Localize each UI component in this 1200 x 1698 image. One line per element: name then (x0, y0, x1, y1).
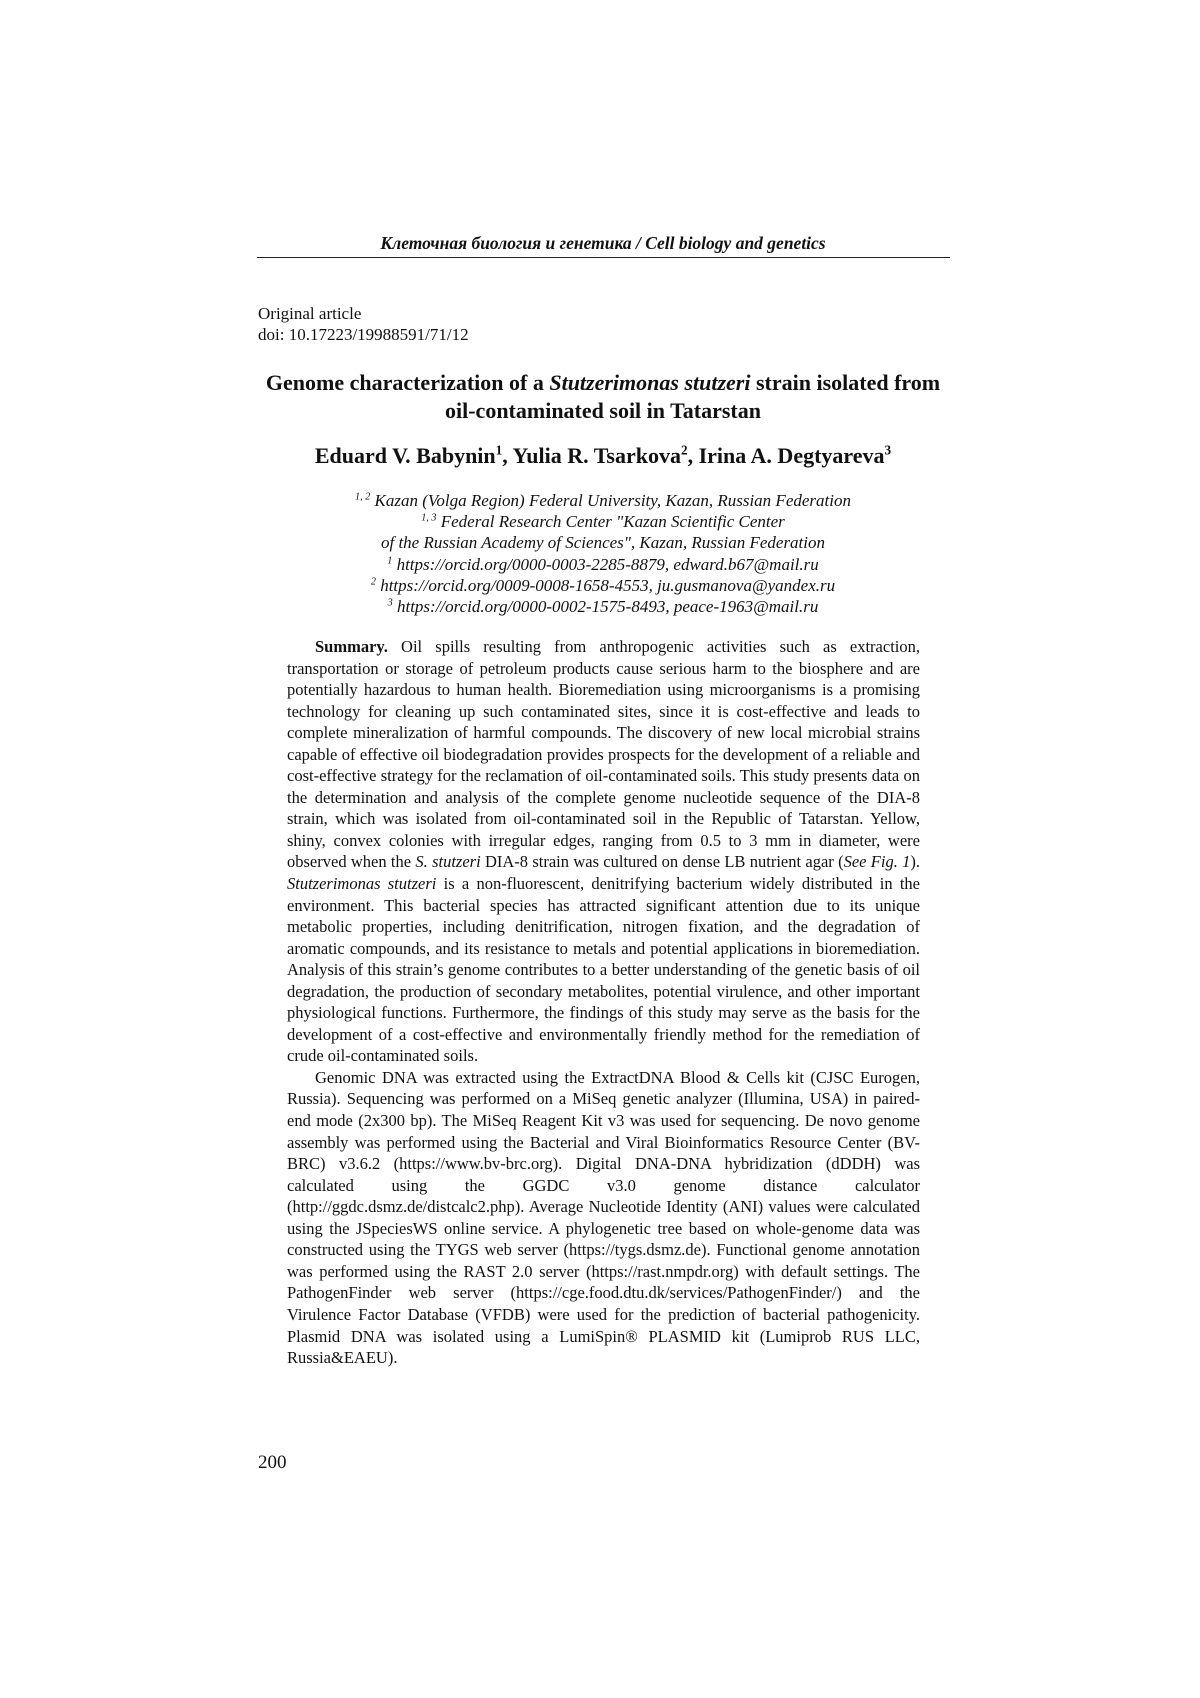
author-name: Irina A. Degtyareva (698, 443, 885, 468)
page-number: 200 (258, 1452, 287, 1473)
methods-paragraph: Genomic DNA was extracted using the ExtractDNA Blood & Cells kit (CJSC Eurogen, Russia). Sequencing was performed on a MiSeq genetic analyzer (Illumina, USA) in paired-end mode (2x300 bp). The MiSeq Reagent Kit v3 was used for sequencing. De novo genome assembly was performed using the Bacterial and Viral Bioinformatics Resource Center (BV-BRC) v3.6.2 (https://www.bv-brc.org). Digital DNA-DNA hybridization (dDDH) was calculated using the GGDC v3.0 genome distance calculator (http://ggdc.dsmz.de/distcalc2.php). Average Nucleotide Identity (ANI) values were calculated using the JSpeciesWS online service. A phylogenetic tree based on whole-genome data was constructed using the TYGS web server (https://tygs.dsmz.de). Functional genome annotation was performed using the RAST 2.0 server (https://rast.nmpdr.org) with default settings. The PathogenFinder web server (https://cge.food.dtu.dk/services/PathogenFinder/) and the Virulence Factor Database (VFDB) were used for the prediction of bacterial pathogenicity. Plasmid DNA was isolated using a LumiSpin® PLASMID kit (Lumiprob RUS LLC, Russia&EAEU). (287, 1067, 920, 1368)
orcid-text: https://orcid.org/0009-0008-1658-4553, ju.gusmanova@yandex.ru (375, 575, 836, 595)
affiliation-text: of the Russian Academy of Sciences", Kazan, Russian Federation (380, 533, 826, 553)
header-rule (257, 257, 950, 258)
article-meta (258, 303, 469, 345)
author-superscript: 1 (495, 442, 503, 458)
orcid-superscript: 2 (370, 576, 376, 588)
author-superscript: 2 (680, 442, 688, 458)
author-list (258, 442, 948, 470)
summary-text: ). (910, 852, 921, 872)
orcid-text: https://orcid.org/0000-0003-2285-8879, edward.b67@mail.ru (392, 554, 819, 574)
doi: doi: 10.17223/19988591/71/12 (258, 325, 469, 344)
orcid-superscript: 1 (387, 554, 393, 566)
running-head: Клеточная биология и генетика / Cell biology and genetics (380, 233, 826, 253)
affiliation-superscript: 1, 2 (355, 491, 371, 503)
article-type: Original article (258, 304, 362, 323)
summary-label: Summary. (315, 637, 388, 656)
affiliation-line (258, 490, 948, 511)
author-name: Eduard V. Babynin (314, 443, 496, 468)
summary-text: DIA-8 strain was cultured on dense LB nutrient agar ( (480, 852, 844, 872)
orcid-line (258, 596, 948, 617)
affiliation-superscript: 1, 3 (421, 512, 437, 524)
affiliation-text: Kazan (Volga Region) Federal University, Kazan, Russian Federation (370, 491, 851, 510)
summary-text: is a non-fluorescent, denitrifying bacterium widely distributed in the environment. This bacterial species has attracted significant attention due to its unique metabolic properties, including denitrification, nitrogen fixation, and the degradation of aromatic compounds, and its resistance to metals and potential applications in bioremediation. Analysis of this strain’s genome contributes to a better understanding of the genetic basis of oil degradation, the production of secondary metabolites, potential virulence, and other important physiological functions. Furthermore, the findings of this study may serve as the basis for the development of a cost-effective and environmentally friendly method for the remediation of crude oil-contaminated soils. (287, 874, 920, 1066)
affiliation-line (258, 511, 948, 532)
affiliation-line (258, 532, 948, 553)
title-part-1: Genome characterization of a (265, 370, 550, 395)
author-name: Yulia R. Tsarkova (512, 443, 681, 468)
species-abbrev: S. stutzeri (415, 852, 481, 872)
orcid-line (258, 575, 948, 596)
affiliations (258, 490, 948, 617)
figure-reference: See Fig. 1 (843, 852, 911, 872)
summary-paragraph (287, 636, 920, 1067)
summary-text: Oil spills resulting from anthropogenic activities such as extraction, transportation or storage of petroleum products cause serious harm to the biosphere and are potentially hazardous to human health. Bioremediation using microorganisms is a promising technology for cleaning up such contaminated sites, since it is cost-effective and leads to complete mineralization of harmful compounds. The discovery of new local microbial strains capable of effective oil biodegradation provides prospects for the development of a reliable and cost-effective strategy for the reclamation of oil-contaminated soils. This study presents data on the determination and analysis of the complete genome nucleotide sequence of the DIA-8 strain, which was isolated from oil-contaminated soil in the Republic of Tatarstan. Yellow, shiny, convex colonies with irregular edges, ranging from 0.5 to 3 mm in diameter, were observed when the (287, 637, 920, 872)
article-title (258, 369, 948, 425)
article-body (287, 636, 920, 1369)
orcid-superscript: 3 (387, 597, 393, 609)
title-part-2: strain isolated from oil-contaminated soil in Tatarstan (445, 370, 941, 423)
species-name: Stutzerimonas stutzeri (287, 874, 437, 894)
orcid-text: https://orcid.org/0000-0002-1575-8493, peace-1963@mail.ru (392, 597, 819, 617)
author-superscript: 3 (884, 442, 892, 458)
affiliation-text: Federal Research Center "Kazan Scientific Center (436, 512, 785, 532)
author-separator: , (687, 443, 699, 468)
orcid-line (258, 554, 948, 575)
author-separator: , (502, 443, 513, 468)
title-species: Stutzerimonas stutzeri (549, 370, 751, 395)
